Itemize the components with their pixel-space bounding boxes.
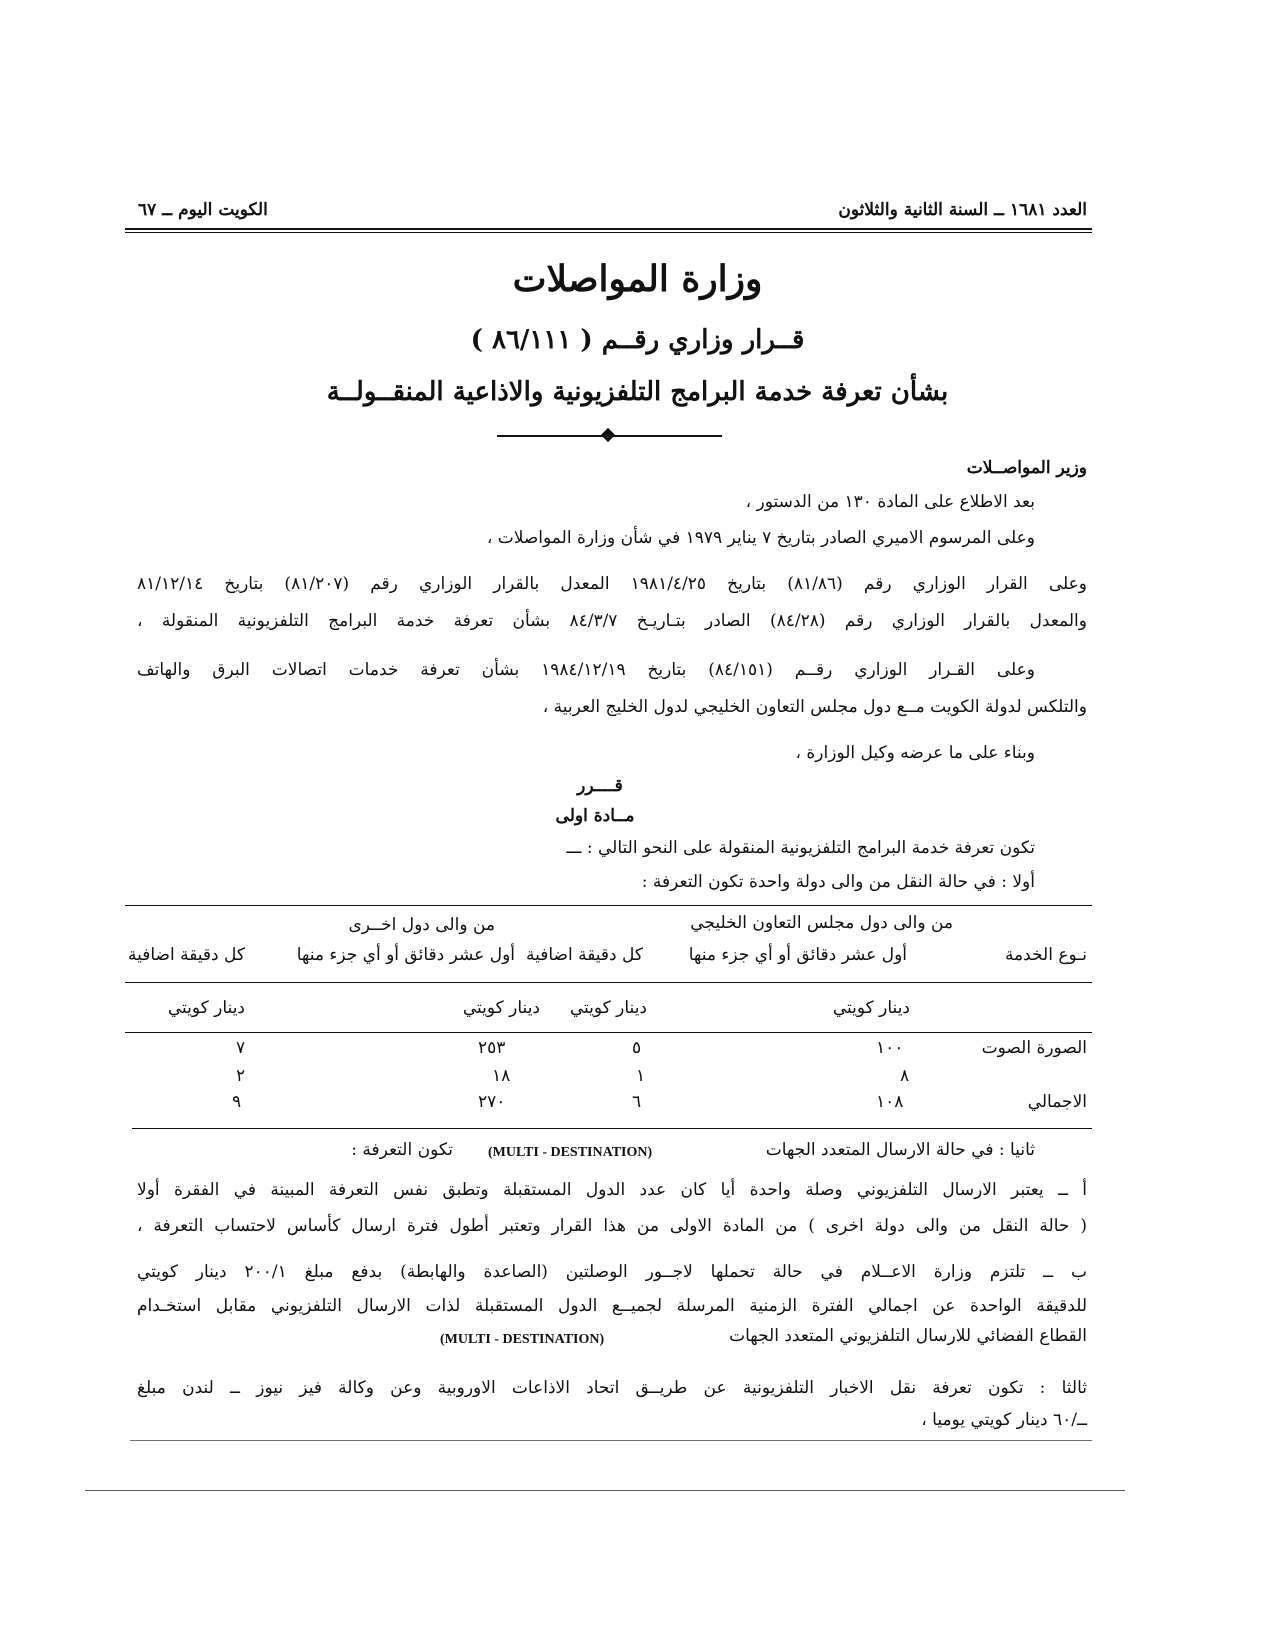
- divider-ornament: [601, 428, 615, 442]
- value-first-ten-other: ٢٧٠: [478, 1092, 506, 1112]
- decree-first: أولا : في حالة النقل من والى دولة واحدة تكون التعرفة :: [641, 872, 1035, 892]
- article-heading: مــادة اولى: [555, 806, 635, 826]
- decision-subject: بشأن تعرفة خدمة البرامج التلفزيونية والاذاعية المنقــولــة: [326, 377, 949, 407]
- currency-label: دينار كويتي: [569, 998, 647, 1018]
- currency-label: دينار كويتي: [462, 998, 540, 1018]
- second-b-line: القطاع الفضائي للارسال التلفزيوني المتعدد الجهات: [729, 1326, 1087, 1346]
- second-heading-end: تكون التعرفة :: [351, 1140, 453, 1160]
- preamble-line: وبناء على ما عرضه وكيل الوزارة ،: [795, 743, 1035, 763]
- header-rule-thin: [125, 232, 1092, 233]
- minister-heading: وزير المواصــلات: [966, 458, 1087, 478]
- value-extra-other: ٢: [236, 1066, 246, 1086]
- table-top-rule: [125, 905, 1092, 906]
- header-issue: العدد ١٦٨١ ــ السنة الثانية والثلاثون: [838, 200, 1087, 220]
- footer-rule: [130, 1440, 1092, 1441]
- second-a-line: ( حالة النقل من والى دولة اخرى ) من المادة الاولى من هذا القرار وتعتبر أطول فترة ارسال كأساس لاحتساب التعرفة ،: [137, 1216, 1087, 1236]
- decision-number: قــرار وزاري رقــم ( ٨٦/١١١ ): [470, 325, 805, 355]
- header-page: الكويت اليوم ــ ٦٧: [138, 200, 268, 220]
- value-extra-other: ٧: [236, 1038, 246, 1058]
- preamble-line: بعد الاطلاع على المادة ١٣٠ من الدستور ،: [745, 492, 1035, 512]
- currency-label: دينار كويتي: [167, 998, 245, 1018]
- group-header-other: من والى دول اخــرى: [348, 915, 495, 935]
- second-b-line: للدقيقة الواحدة عن اجمالي الفترة الزمنية المرسلة لجميــع الدول المستقبلة لذات الارسال التلفزيوني مقابل استخـدام: [137, 1296, 1087, 1316]
- value-first-ten-gcc: ١٠٨: [876, 1092, 904, 1112]
- value-extra-gcc: ٥: [632, 1038, 642, 1058]
- second-heading: ثانيا : في حالة الارسال المتعدد الجهات: [765, 1140, 1035, 1160]
- table-currency-rule: [125, 1032, 1092, 1033]
- footer-rule: [85, 1490, 1125, 1491]
- value-first-ten-other: ١٨: [492, 1066, 511, 1086]
- third-line: ثالثا : تكون تعرفة نقل الاخبار التلفزيونية عن طريــق اتحاد الاذاعات الاوروبية وعن وكالة فيز نيوز ــ لندن مبلغ: [137, 1378, 1087, 1398]
- row-label-total: الاجمالي: [1027, 1092, 1087, 1112]
- header-extra-gcc: كل دقيقة اضافية: [525, 945, 643, 965]
- preamble-line: وعلى القـرار الوزاري رقــم (٨٤/١٥١) بتاريخ ١٩٨٤/١٢/١٩ بشأن تعرفة خدمات اتصالات البرق والهاتف: [137, 660, 1035, 680]
- table-header-rule: [125, 982, 1092, 983]
- currency-label: دينار كويتي: [832, 998, 910, 1018]
- group-header-gcc: من والى دول مجلس التعاون الخليجي: [690, 913, 953, 933]
- preamble-line: والتلكس لدولة الكويت مــع دول مجلس التعاون الخليجي لدول الخليج العربية ،: [542, 697, 1087, 717]
- second-b-line: ب ــ تلتزم وزارة الاعــلام في حالة تحملها لاجــور الوصلتين (الصاعدة والهابطة) بدفع مبلغ ٢٠٠/١ دينار كويتي: [137, 1262, 1087, 1282]
- value-first-ten-gcc: ١٠٠: [876, 1038, 904, 1058]
- value-first-ten-other: ٢٥٣: [478, 1038, 506, 1058]
- value-extra-gcc: ٦: [632, 1092, 642, 1112]
- value-extra-gcc: ١: [636, 1066, 646, 1086]
- header-first-ten-other: أول عشر دقائق أو أي جزء منها: [296, 945, 515, 965]
- third-line: ــ/٦٠ دينار كويتي يوميا ،: [921, 1410, 1087, 1430]
- multi-destination-label: (MULTI - DESTINATION): [440, 1332, 605, 1347]
- header-extra-other: كل دقيقة اضافية: [127, 945, 245, 965]
- header-rule: [125, 228, 1092, 230]
- value-extra-other: ٩: [232, 1092, 242, 1112]
- header-first-ten-gcc: أول عشر دقائق أو أي جزء منها: [688, 945, 907, 965]
- table-bottom-rule: [132, 1128, 1092, 1129]
- decree-heading: قــــرر: [577, 776, 623, 796]
- second-a-line: أ ــ يعتبر الارسال التلفزيوني وصلة واحدة أيا كان عدد الدول المستقبلة وتطبق نفس التعرفة المبينة في الفقرة أولا: [137, 1180, 1087, 1200]
- preamble-line: والمعدل بالقرار الوزاري رقم (٨٤/٢٨) الصادر بتـاريـخ ٨٤/٣/٧ بشأن تعرفة خدمة البرامج التلفزيونية المنقولة ،: [137, 611, 1087, 631]
- ministry-title: وزارة المواصلات: [512, 258, 763, 300]
- decree-intro: تكون تعرفة خدمة البرامج التلفزيونية المنقولة على النحو التالي : ـــ: [566, 838, 1035, 858]
- row-label: الصورة الصوت: [981, 1038, 1087, 1058]
- multi-destination-label: (MULTI - DESTINATION): [488, 1145, 653, 1160]
- header-service-type: نـوع الخدمة: [1004, 945, 1087, 965]
- value-first-ten-gcc: ٨: [900, 1066, 910, 1086]
- preamble-line: وعلى المرسوم الاميري الصادر بتاريخ ٧ يناير ١٩٧٩ في شأن وزارة المواصلات ،: [486, 528, 1035, 548]
- preamble-line: وعلى القرار الوزاري رقم (٨١/٨٦) بتاريخ ١٩٨١/٤/٢٥ المعدل بالقرار الوزاري رقم (٨١/٢٠٧) بتاريخ ٨١/١٢/١٤: [137, 574, 1087, 594]
